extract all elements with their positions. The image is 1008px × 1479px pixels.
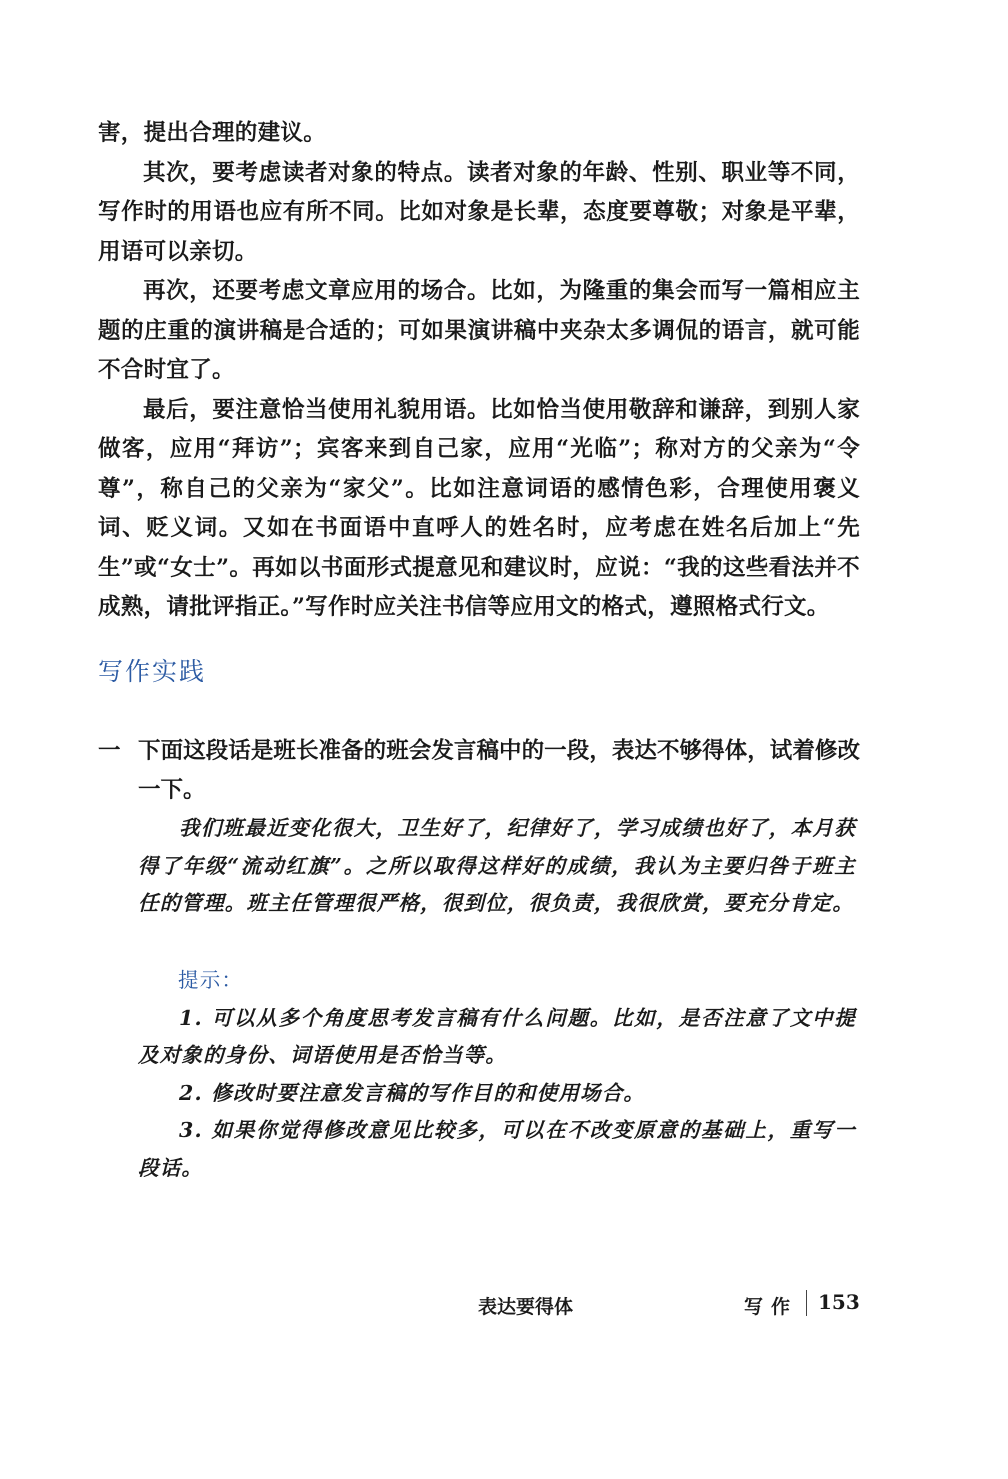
paragraph-2: 其次，要考虑读者对象的特点。读者对象的年龄、性别、职业等不同，写作时的用语也应有所不同。比如对象是长辈，态度要尊敬；对象是平辈，用语可以亲切。: [98, 159, 860, 265]
section-heading: 写作实践: [98, 657, 207, 686]
page-footer: [0, 1288, 1008, 1320]
footer-chapter-title: 表达要得体: [478, 1296, 574, 1318]
paragraph-3: 再次，还要考虑文章应用的场合。比如，为隆重的集会而写一篇相应主题的庄重的演讲稿是合适的；可如果演讲稿中夹杂太多调侃的语言，就可能不合时宜了。: [98, 278, 860, 383]
speech-excerpt: 我们班最近变化很大，卫生好了，纪律好了，学习成绩也好了，本月获得了年级“流动红旗”。之所以取得这样好的成绩，我认为主要归咎于班主任的管理。班主任管理很严格，很到位，很负责，我很欣赏，要充分肯定。: [138, 816, 856, 915]
hints-block: [138, 962, 856, 1187]
hint-item-1: 1. 可以从多个角度思考发言稿有什么问题。比如，是否注意了文中提及对象的身份、词语使用是否恰当等。: [138, 1005, 856, 1067]
hint-label: 提示：: [178, 968, 244, 992]
footer-section-label: 写作: [744, 1296, 799, 1318]
hint-item-2: 2. 修改时要注意发言稿的写作目的和使用场合。: [179, 1080, 646, 1105]
paragraph-1: 害，提出合理的建议。: [98, 120, 327, 146]
page-number: 153: [818, 1290, 860, 1314]
paragraph-4: 最后，要注意恰当使用礼貌用语。比如恰当使用敬辞和谦辞，到别人家做客，应用“拜访”；宾客来到自己家，应用“光临”；称对方的父亲为“令尊”，称自己的父亲为“家父”。比如注意词语的感情色彩，合理使用褒义词、贬义词。又如在书面语中直呼人的姓名时，应考虑在姓名后加上“先生”或“女士”。再如以书面形式提意见和建议时，应说：“我的这些看法并不成熟，请批评指正。”写作时应关注书信等应用文的格式，遵照格式行文。: [98, 396, 860, 620]
footer-divider: [806, 1290, 807, 1316]
body-text: [98, 114, 860, 628]
hint-item-3: 3. 如果你觉得修改意见比较多，可以在不改变原意的基础上，重写一段话。: [138, 1118, 856, 1180]
exercise-prompt: 下面这段话是班长准备的班会发言稿中的一段，表达不够得体，试着修改一下。: [138, 738, 860, 803]
exercise-number: 一: [98, 738, 121, 764]
exercise-item: [98, 732, 860, 810]
